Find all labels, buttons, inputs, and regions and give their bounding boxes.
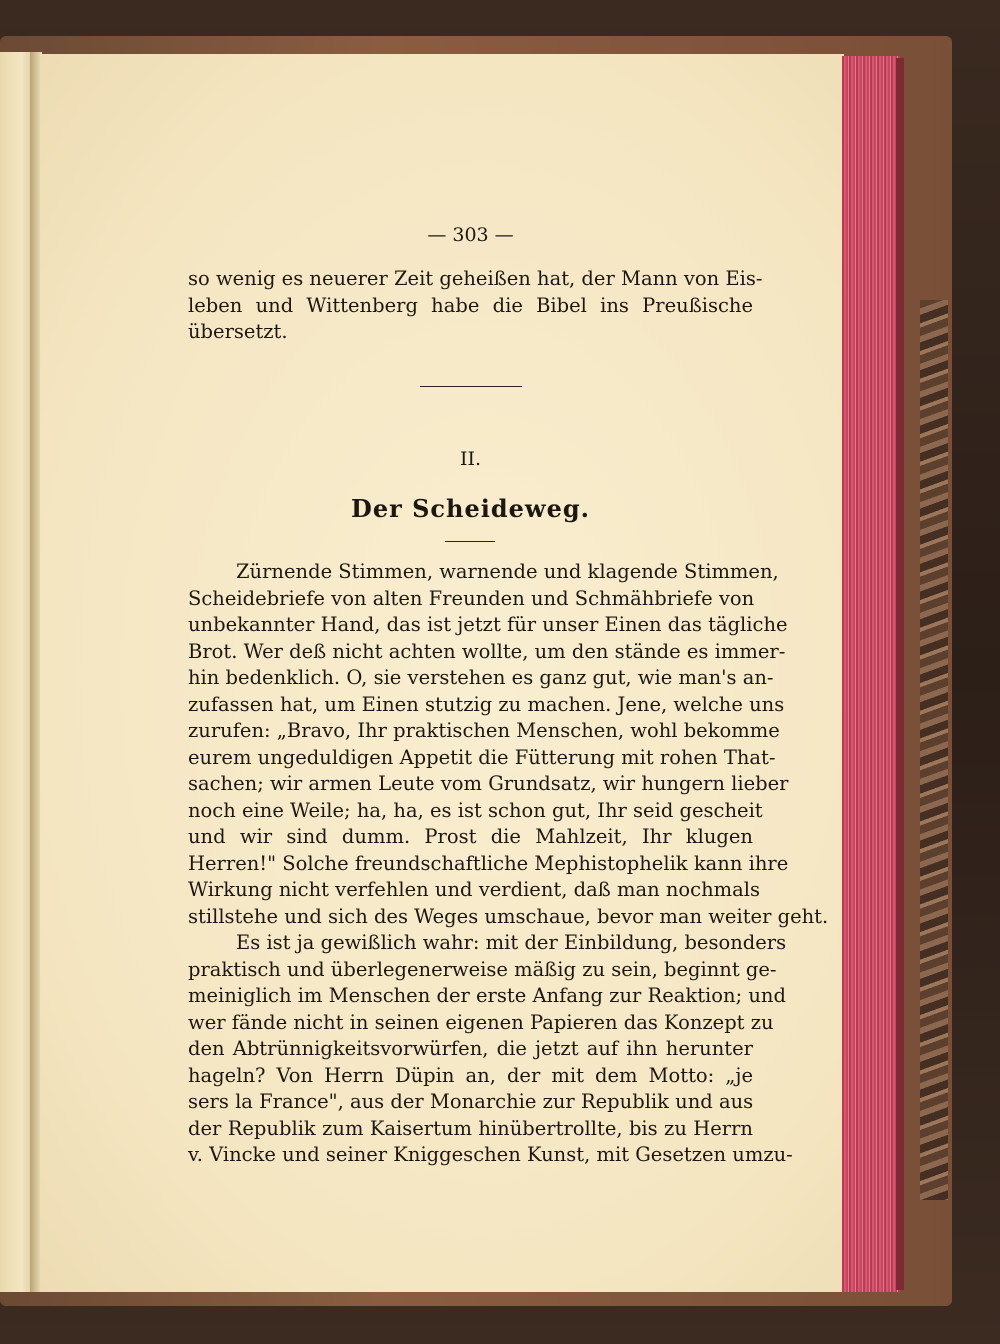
page-number: — 303 — bbox=[427, 224, 514, 246]
title-underline bbox=[445, 541, 495, 542]
text-line: v. Vincke und seiner Kniggeschen Kunst, mit Gesetzen umzu- bbox=[188, 1143, 793, 1166]
text-line: zurufen: „Bravo, Ihr praktischen Menschen, wohl bekomme bbox=[188, 719, 780, 742]
text-line: hageln? Von Herrn Düpin an, der mit dem Motto: „je bbox=[188, 1063, 753, 1087]
text-line: zufassen hat, um Einen stutzig zu machen. Jene, welche uns bbox=[188, 692, 785, 716]
book-page bbox=[40, 54, 844, 1292]
text-line: Wirkung nicht verfehlen und verdient, daß man nochmals bbox=[188, 878, 760, 901]
text-line: den Abtrünnigkeitsvorwürfen, die jetzt auf ihn herunter bbox=[188, 1037, 753, 1060]
text-line: praktisch und überlegenerweise mäßig zu sein, beginnt ge- bbox=[188, 957, 777, 981]
text-line: meiniglich im Menschen der erste Anfang zur Reaktion; und bbox=[188, 984, 786, 1007]
text-line: stillstehe und sich des Weges umschaue, bevor man weiter geht. bbox=[188, 904, 829, 928]
text-line: wer fände nicht in seinen eigenen Papieren das Konzept zu bbox=[188, 1010, 774, 1034]
text-line: und wir sind dumm. Prost die Mahlzeit, Ihr klugen bbox=[188, 825, 753, 848]
text-line: der Republik zum Kaisertum hinübertrollte, bis zu Herrn bbox=[188, 1116, 753, 1140]
text-line: Herren!" Solche freundschaftliche Mephistophelik kann ihre bbox=[188, 851, 789, 875]
text-line: übersetzt. bbox=[188, 320, 288, 343]
section-divider bbox=[420, 386, 522, 387]
text-line: Scheidebriefe von alten Freunden und Schmähbriefe von bbox=[188, 586, 755, 610]
text-line: unbekannter Hand, das ist jetzt für unser Einen das tägliche bbox=[188, 613, 788, 636]
text-line: eurem ungeduldigen Appetit die Fütterung mit rohen That- bbox=[188, 745, 776, 769]
text-line: sers la France", aus der Monarchie zur Republik und aus bbox=[188, 1090, 754, 1113]
text-line: noch eine Weile; ha, ha, es ist schon gut, Ihr seid gescheit bbox=[188, 798, 763, 822]
text-line: hin bedenklich. O, sie verstehen es ganz gut, wie man's an- bbox=[188, 666, 774, 689]
paragraph bbox=[188, 559, 829, 930]
paragraph-continued bbox=[188, 266, 763, 346]
text-line: Es ist ja gewißlich wahr: mit der Einbildung, besonders bbox=[236, 931, 787, 954]
red-page-edges bbox=[842, 56, 900, 1292]
paragraph bbox=[188, 930, 793, 1169]
page-edge-shadow bbox=[896, 58, 904, 1290]
text-line: sachen; wir armen Leute vom Grundsatz, wir hungern lieber bbox=[188, 772, 789, 795]
text-line: so wenig es neuerer Zeit geheißen hat, der Mann von Eis- bbox=[188, 267, 763, 290]
text-line: leben und Wittenberg habe die Bibel ins Preußische bbox=[188, 293, 753, 317]
text-line: Brot. Wer deß nicht achten wollte, um den stände es immer- bbox=[188, 639, 786, 663]
text-line: Zürnende Stimmen, warnende und klagende Stimmen, bbox=[236, 560, 779, 583]
section-numeral: II. bbox=[459, 448, 482, 470]
marbled-endpaper bbox=[920, 300, 948, 1200]
section-title: Der Scheideweg. bbox=[351, 494, 590, 523]
